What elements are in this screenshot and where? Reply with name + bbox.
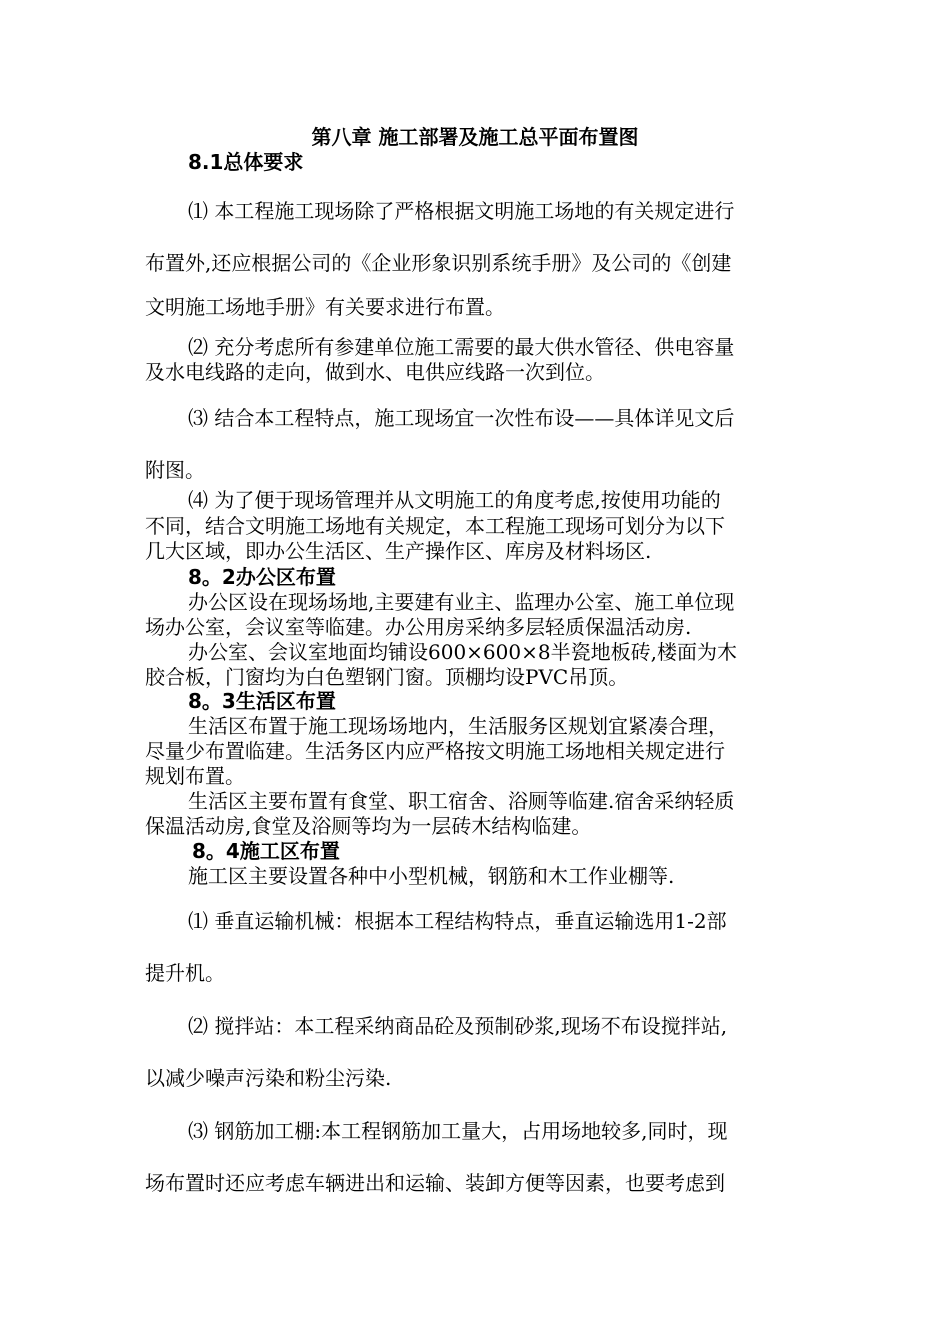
paragraph-line: ⑶ 结合本工程特点，施工现场宜一次性布设——具体详见文后 xyxy=(188,406,735,430)
paragraph-line: 规划布置。 xyxy=(145,764,245,788)
paragraph-line: 文明施工场地手册》有关要求进行布置。 xyxy=(145,295,505,319)
paragraph-line: 场办公室，会议室等临建。办公用房采纳多层轻质保温活动房. xyxy=(145,615,692,639)
paragraph-line: 以减少噪声污染和粉尘污染. xyxy=(145,1066,392,1090)
paragraph-line: ⑵ 充分考虑所有参建单位施工需要的最大供水管径、供电容量 xyxy=(188,335,735,359)
paragraph-line: 场布置时还应考虑车辆进出和运输、装卸方便等因素，也要考虑到 xyxy=(145,1171,725,1195)
paragraph-line: 办公室、会议室地面均铺设600×600×8半瓷地板砖,楼面为木 xyxy=(188,640,737,664)
paragraph-line: 办公区设在现场场地,主要建有业主、监理办公室、施工单位现 xyxy=(188,590,735,614)
section-heading-8-3: 8。3生活区布置 xyxy=(188,689,336,713)
paragraph-line: 布置外,还应根据公司的《企业形象识别系统手册》及公司的《创建 xyxy=(145,251,732,275)
paragraph-line: ⑵ 搅拌站：本工程采纳商品砼及预制砂浆,现场不布设搅拌站, xyxy=(188,1014,728,1038)
section-heading-8-4: 8。4施工区布置 xyxy=(192,839,340,863)
paragraph-line: 施工区主要设置各种中小型机械，钢筋和木工作业棚等. xyxy=(188,864,675,888)
paragraph-line: 保温活动房,食堂及浴厕等均为一层砖木结构临建。 xyxy=(145,814,592,838)
paragraph-line: ⑷ 为了便于现场管理并从文明施工的角度考虑,按使用功能的 xyxy=(188,488,721,512)
paragraph-line: 提升机。 xyxy=(145,961,225,985)
paragraph-line: ⑶ 钢筋加工棚:本工程钢筋加工量大，占用场地较多,同时，现 xyxy=(188,1119,728,1143)
section-heading-8-1: 8.1总体要求 xyxy=(188,150,304,174)
paragraph-line: 生活区主要布置有食堂、职工宿舍、浴厕等临建.宿舍采纳轻质 xyxy=(188,789,735,813)
paragraph-line: 尽量少布置临建。生活务区内应严格按文明施工场地相关规定进行 xyxy=(145,739,725,763)
paragraph-line: 及水电线路的走向，做到水、电供应线路一次到位。 xyxy=(145,360,605,384)
page-title: 第八章 施工部署及施工总平面布置图 xyxy=(311,125,639,149)
section-heading-8-2: 8。2办公区布置 xyxy=(188,565,336,589)
paragraph-line: ⑴ 本工程施工现场除了严格根据文明施工场地的有关规定进行 xyxy=(188,199,735,223)
paragraph-line: 不同，结合文明施工场地有关规定，本工程施工现场可划分为以下 xyxy=(145,514,725,538)
paragraph-line: 附图。 xyxy=(145,458,205,482)
paragraph-line: 胶合板，门窗均为白色塑钢门窗。顶棚均设PVC吊顶。 xyxy=(145,665,629,689)
paragraph-line: 生活区布置于施工现场场地内，生活服务区规划宜紧凑合理， xyxy=(188,714,728,738)
paragraph-line: ⑴ 垂直运输机械：根据本工程结构特点，垂直运输选用1-2部 xyxy=(188,909,727,933)
paragraph-line: 几大区域，即办公生活区、生产操作区、库房及材料场区. xyxy=(145,539,652,563)
